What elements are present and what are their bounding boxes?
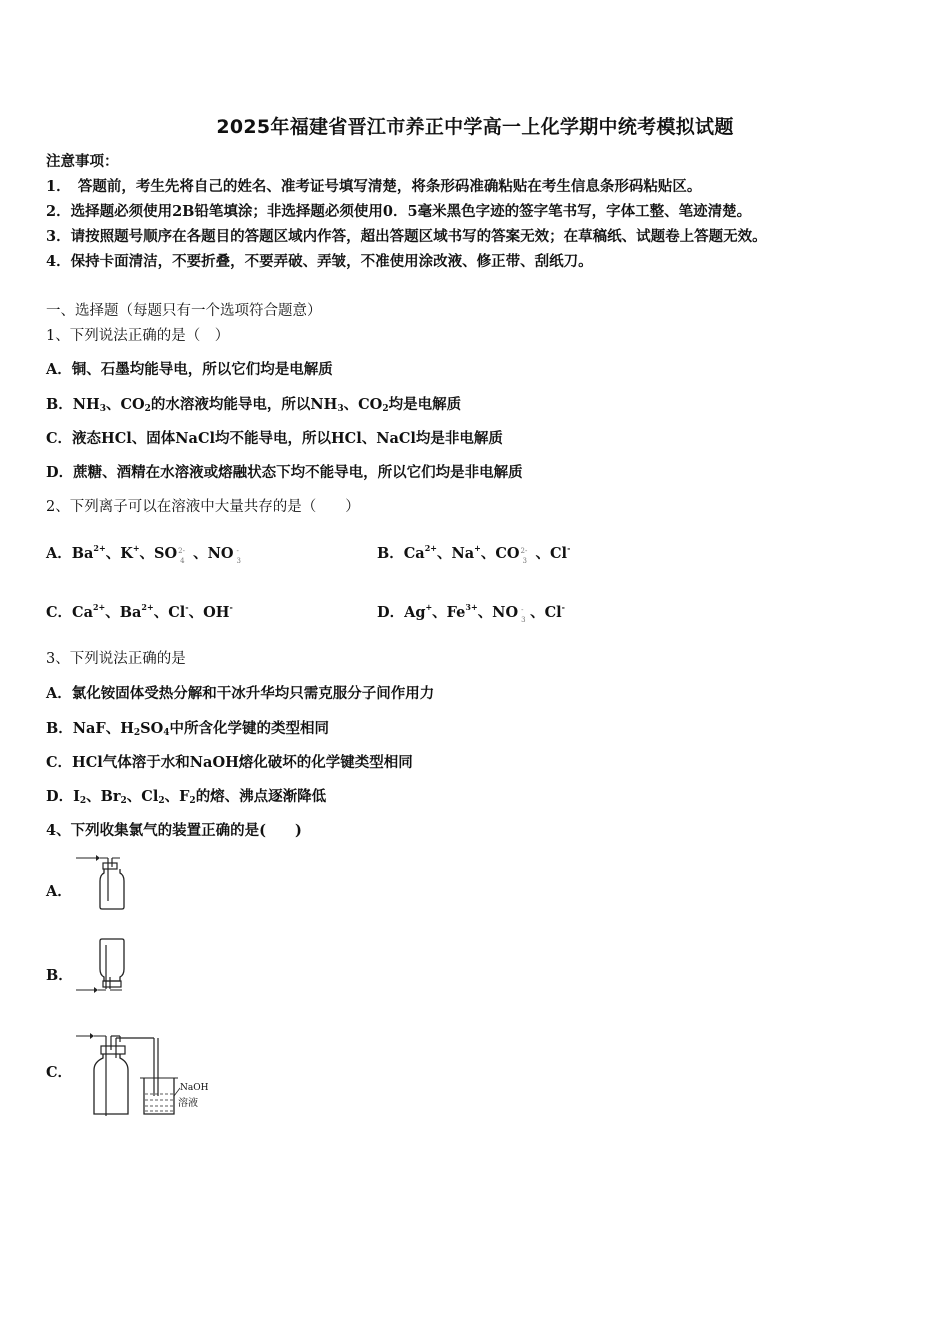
- q2-option-d: D．Ag+、$Fe^{3+}$、NO - 3 、Cl-: [377, 602, 565, 624]
- notice-item-2: 2．选择题必须使用2B铅笔填涂；非选择题必须使用0．5毫米黑色字迹的签字笔书写，字体工整、笔迹清楚。: [46, 203, 752, 220]
- q4-stem: 4、下列收集氯气的装置正确的是( ): [46, 822, 302, 839]
- q2-option-c: C．$Ca^{2+}$、$Ba^{2+}$、Cl-、OH-: [46, 602, 233, 621]
- q4-apparatus-a: [74, 853, 130, 913]
- q2-option-a: A．$Ba^{2+}$、K+、SO 2- 4 、NO - 3: [46, 543, 241, 565]
- section-heading: 一、选择题（每题只有一个选项符合题意）: [46, 303, 322, 319]
- q4-option-a-label: A．: [46, 883, 72, 900]
- naoh-label: NaOH: [180, 1083, 209, 1093]
- q4-option-c-label: C．: [46, 1064, 73, 1081]
- q4-apparatus-c: [74, 1026, 224, 1120]
- q3-option-d: D．$I_2$、$Br_2$、$Cl_2$、$F_2$的熔、沸点逐渐降低: [46, 788, 327, 806]
- q3-option-a: A．氯化铵固体受热分解和干冰升华均只需克服分子间作用力: [46, 685, 435, 702]
- q3-option-c: C．HCl气体溶于水和NaOH熔化破坏的化学键类型相同: [46, 754, 413, 771]
- q1-stem: 1、下列说法正确的是（ ）: [46, 328, 230, 344]
- q2-option-b: B．$Ca^{2+}$、Na+、CO 2- 3 、Cl-: [377, 543, 571, 565]
- q4-apparatus-b: [74, 937, 130, 997]
- notice-heading: 注意事项：: [46, 153, 119, 170]
- page-title: 2025年福建省晋江市养正中学高一上化学期中统考模拟试题: [216, 116, 734, 138]
- notice-item-3: 3．请按照题号顺序在各题目的答题区域内作答，超出答题区域书写的答案无效；在草稿纸、试题卷上答题无效。: [46, 228, 767, 245]
- q2-stem: 2、下列离子可以在溶液中大量共存的是（ ）: [46, 499, 360, 515]
- q3-option-b: B．NaF、$H_2SO_4$中所含化学键的类型相同: [46, 720, 330, 738]
- q3-stem: 3、下列说法正确的是: [46, 651, 186, 667]
- solution-label: 溶液: [178, 1098, 198, 1109]
- q1-option-a: A．铜、石墨均能导电，所以它们均是电解质: [46, 361, 333, 378]
- q4-option-b-label: B．: [46, 967, 73, 984]
- q1-option-d: D．蔗糖、酒精在水溶液或熔融状态下均不能导电，所以它们均是非电解质: [46, 464, 523, 481]
- q1-option-c: C．液态HCl、固体NaCl均不能导电，所以HCl、NaCl均是非电解质: [46, 430, 503, 447]
- notice-item-1: 1． 答题前，考生先将自己的姓名、准考证号填写清楚，将条形码准确粘贴在考生信息条形码粘贴区。: [46, 178, 702, 195]
- notice-item-4: 4．保持卡面清洁，不要折叠，不要弄破、弄皱，不准使用涂改液、修正带、刮纸刀。: [46, 253, 593, 270]
- q1-option-b: B．$NH_3$、$CO_2$的水溶液均能导电，所以$NH_3$、$CO_2$均是电解质: [46, 396, 462, 414]
